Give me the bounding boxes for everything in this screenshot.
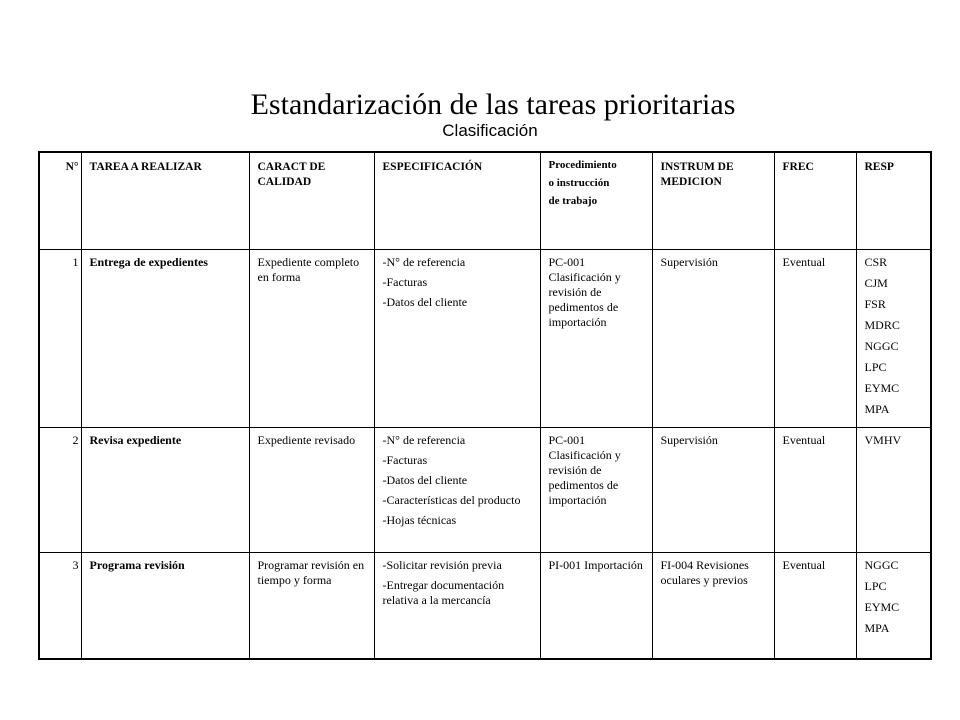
spec-line: -N° de referencia	[382, 254, 466, 269]
cell-instrument: FI-004 Revisiones oculares y previos	[652, 552, 774, 659]
spec-line: -Solicitar revisión previa	[382, 557, 502, 572]
cell-quality: Programar revisión en tiempo y forma	[249, 552, 374, 659]
table-row	[39, 552, 931, 659]
resp-item: NGGC	[864, 338, 899, 353]
cell-instrument: Supervisión	[652, 427, 774, 552]
cell-resp	[856, 427, 931, 552]
header-procedure	[540, 152, 652, 249]
resp-item: LPC	[864, 578, 887, 593]
header-spec: ESPECIFICACIÓN	[374, 152, 540, 249]
cell-quality: Expediente revisado	[249, 427, 374, 552]
cell-num: 3	[39, 552, 81, 659]
page-subtitle: Clasificación	[442, 121, 538, 140]
cell-spec	[374, 427, 540, 552]
cell-freq: Eventual	[774, 427, 856, 552]
resp-item: NGGC	[864, 557, 899, 572]
resp-item: LPC	[864, 359, 887, 374]
resp-item: MPA	[864, 620, 890, 635]
header-resp: RESP	[856, 152, 931, 249]
cell-resp	[856, 249, 931, 427]
resp-item: MDRC	[864, 317, 900, 332]
cell-num: 2	[39, 427, 81, 552]
resp-item: EYMC	[864, 380, 900, 395]
spec-line: -Entregar documentación relativa a la mercancía	[382, 577, 505, 607]
resp-item: VMHV	[864, 432, 902, 447]
tasks-table	[38, 151, 932, 660]
table-header-row	[39, 152, 931, 249]
cell-task: Entrega de expedientes	[81, 249, 249, 427]
header-num: N°	[39, 152, 81, 249]
spec-line: -Datos del cliente	[382, 294, 468, 309]
resp-item: EYMC	[864, 599, 900, 614]
header-procedure-line: de trabajo	[548, 195, 598, 207]
header-procedure-line: Procedimiento	[548, 159, 617, 171]
spec-line: -Datos del cliente	[382, 472, 468, 487]
cell-procedure: PC-001 Clasificación y revisión de pedimentos de importación	[540, 427, 652, 552]
header-procedure-line: o instrucción	[548, 177, 610, 189]
cell-freq: Eventual	[774, 552, 856, 659]
table-row	[39, 427, 931, 552]
cell-procedure: PC-001 Clasificación y revisión de pedimentos de importación	[540, 249, 652, 427]
resp-item: CJM	[864, 275, 888, 290]
resp-item: MPA	[864, 401, 890, 416]
header-quality: CARACT DE CALIDAD	[249, 152, 374, 249]
cell-quality: Expediente completo en forma	[249, 249, 374, 427]
cell-spec	[374, 249, 540, 427]
header-instrument: INSTRUM DE MEDICION	[652, 152, 774, 249]
header-freq: FREC	[774, 152, 856, 249]
spec-line: -Facturas	[382, 274, 428, 289]
page-title: Estandarización de las tareas prioritarias	[250, 88, 736, 121]
cell-task: Programa revisión	[81, 552, 249, 659]
table-row	[39, 249, 931, 427]
spec-line: -N° de referencia	[382, 432, 466, 447]
cell-resp	[856, 552, 931, 659]
cell-num: 1	[39, 249, 81, 427]
spec-line: -Facturas	[382, 452, 428, 467]
header-task: TAREA A REALIZAR	[81, 152, 249, 249]
cell-task: Revisa expediente	[81, 427, 249, 552]
resp-item: CSR	[864, 254, 888, 269]
cell-instrument: Supervisión	[652, 249, 774, 427]
cell-spec	[374, 552, 540, 659]
resp-item: FSR	[864, 296, 886, 311]
cell-procedure: PI-001 Importación	[540, 552, 652, 659]
spec-line: -Hojas técnicas	[382, 512, 457, 527]
cell-freq: Eventual	[774, 249, 856, 427]
spec-line: -Características del producto	[382, 492, 521, 507]
